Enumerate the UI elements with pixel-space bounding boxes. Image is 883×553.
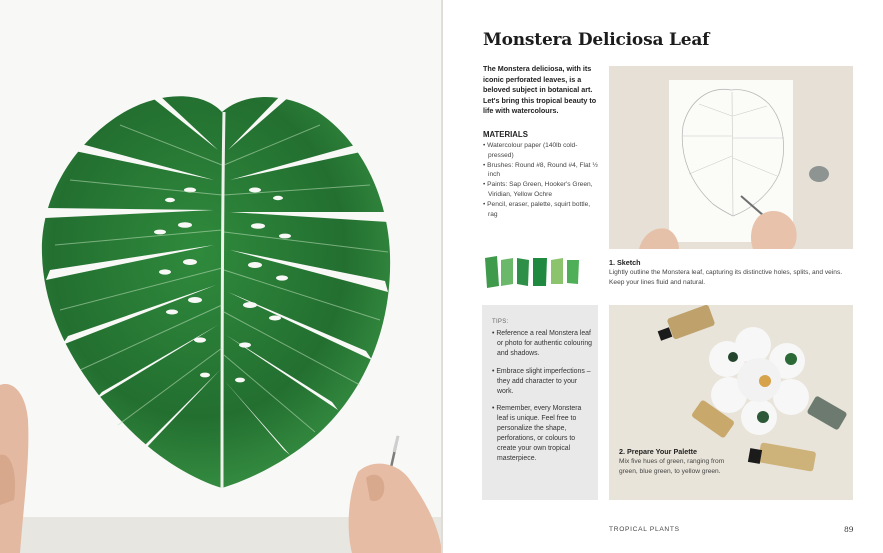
tips-box — [482, 305, 598, 500]
tip-item: • Reference a real Monstera leaf or photo for authentic colouring and shadows. — [492, 329, 592, 359]
materials-item: • Watercolour paper (140lb cold-pressed) — [483, 141, 598, 161]
paint-tube — [806, 395, 847, 430]
footer-section-name: TROPICAL PLANTS — [609, 526, 680, 533]
right-hand — [349, 464, 442, 553]
sketch-step-photo — [609, 66, 853, 249]
palette-step-photo — [609, 305, 853, 500]
tips-list — [492, 329, 592, 472]
step-2-title: 2. Prepare Your Palette — [619, 447, 698, 456]
page-number: 89 — [844, 525, 854, 534]
page-title: Monstera Deliciosa Leaf — [483, 30, 710, 50]
green-swatches — [483, 250, 595, 292]
right-page — [443, 0, 883, 553]
tip-item: • Remember, every Monstera leaf is unique. Feel free to personalize the shape, perforations, or colours to create your own tropical masterpiece. — [492, 404, 592, 463]
intro-paragraph: The Monstera deliciosa, with its iconic perforated leaves, is a beloved subject in botanical art. Let's bring this tropical beauty to life with watercolours. — [483, 64, 597, 116]
materials-item: • Brushes: Round #8, Round #4, Flat ½ inch — [483, 161, 598, 181]
eraser — [809, 166, 829, 182]
step-1-text: Lightly outline the Monstera leaf, capturing its distinctive holes, splits, and veins. Keep your lines fluid and natural. — [609, 269, 843, 286]
paint-tube — [748, 442, 816, 471]
materials-item: • Paints: Sap Green, Hooker's Green, Viridian, Yellow Ochre — [483, 180, 598, 200]
step-2-text: Mix five hues of green, ranging from green, blue green, to yellow green. — [619, 458, 725, 475]
materials-item: • Pencil, eraser, palette, squirt bottle, rag — [483, 200, 598, 220]
step-1-title: 1. Sketch — [609, 258, 641, 267]
tips-label: TIPS: — [492, 319, 509, 325]
materials-heading: MATERIALS — [483, 130, 528, 139]
paint-tube — [658, 305, 716, 341]
materials-list — [483, 141, 598, 219]
tip-item: • Embrace slight imperfections – they add character to your work. — [492, 367, 592, 397]
